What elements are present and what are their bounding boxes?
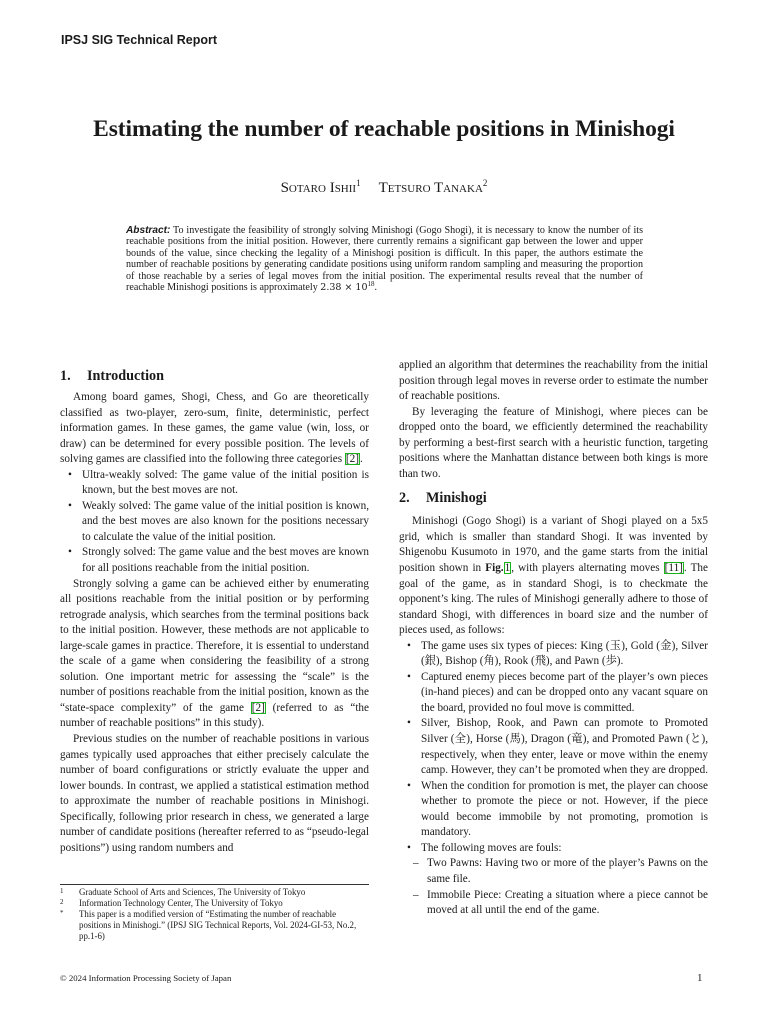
abstract-text: To investigate the feasibility of strongly solving Minishogi (Gogo Shogi), it is necessary to know the number of its reachable positions from the initial position. However, there currently remains a significant gap between the lower and upper bounds of the value, since checking the legality of a Minishogi position is difficult. In this paper, the authors estimate the number of reachable positions by generating candidate positions using uniform random sampling and measuring the proportion of those reachable by a series of legal moves from the initial position. The experimental results reveal that the number of reachable Minishogi positions is approximately: [126, 225, 643, 294]
footnote: 1 Graduate School of Arts and Sciences, The University of Tokyo: [60, 887, 306, 897]
section-heading-minishogi: 2. Minishogi: [399, 490, 487, 507]
solving-levels-list: [60, 468, 369, 577]
list-item: • The following moves are fouls:: [399, 841, 708, 857]
abstract: Abstract: To investigate the feasibility of strongly solving Minishogi (Gogo Shogi), it is necessary to know the number of its reachable positions from the initial position. However, there currently remains a significant gap between the lower and upper bounds of the value, since checking the legality of a Minishogi position is difficult. In this paper, the authors estimate the number of reachable positions by generating candidate positions using uniform random sampling and measuring the proportion of those reachable by a series of legal moves from the initial position. The experimental results reveal that the number of reachable Minishogi positions is approximately $2.38 \times 10^{18}$.: [126, 225, 643, 294]
list-item: – Immobile Piece: Creating a situation where a piece cannot be moved at all until the end of the game.: [413, 888, 708, 917]
bullet-icon: •: [407, 639, 411, 652]
author-name: Sotaro Ishii: [280, 180, 357, 196]
figure-link[interactable]: 1: [504, 562, 511, 575]
page-number: 1: [697, 972, 703, 984]
affiliation-mark: 1: [356, 178, 361, 188]
abstract-value: 2.38 × 10: [320, 282, 368, 294]
intro-paragraph: Previous studies on the number of reachable positions in various games typically used approaches that either precisely calculate the number of board configurations or strictly evaluate the upper and lower bounds. In contrast, we applied a statistical estimation method to approximate the number of reachable positions in Minishogi. Specifically, following prior research in chess, we generated a large number of candidate positions (hereafter referred to as “pseudo-legal positions”) using random numbers and: [60, 733, 369, 854]
author-list: [0, 178, 768, 197]
list-item: • Weakly solved: The game value of the initial position is known, and the best moves are also known for the positions necessary to calculate the value of the initial position.: [68, 499, 369, 543]
list-item: • The game uses six types of pieces: King (玉), Gold (金), Silver (銀), Bishop (角), Rook (飛), and Pawn (歩).: [407, 639, 708, 668]
affiliation-mark: 2: [482, 178, 488, 188]
list-item: • Strongly solved: The game value and the best moves are known for all positions reachable from the initial position.: [68, 546, 369, 575]
list-item: • Captured enemy pieces become part of the player’s own pieces (in-hand pieces) and can be dropped onto any vacant square on the board, provided no foul move is committed.: [407, 670, 708, 714]
citation-link[interactable]: [2]: [251, 701, 265, 714]
dash-icon: –: [413, 857, 419, 870]
bullet-icon: •: [407, 670, 411, 683]
footnotes: [60, 884, 369, 942]
citation-link[interactable]: [2]: [345, 453, 359, 466]
section-heading-introduction: 1. Introduction: [60, 368, 164, 384]
paper-title: Estimating the number of reachable positions in Minishogi: [93, 116, 675, 142]
list-item: • Silver, Bishop, Rook, and Pawn can promote to Promoted Silver (全), Horse (馬), Dragon (竜), and Promoted Pawn (と), respectively, when they enter, leave or move within the enemy camp. However, they can’t be promoted when they are dropped.: [407, 717, 709, 777]
report-header: IPSJ SIG Technical Report: [61, 33, 218, 47]
intro-paragraph: Strongly solving a game can be achieved either by enumerating all positions reachable from the initial position or by performing retrograde analysis, which searches from the terminal positions back to the initial position. However, these methods are not applicable to large-scale games in practice. Therefore, it is essential to understand the scale of a game when considering the feasibility of a strong solution. One important metric for assessing the “scale” is the number of positions reachable from the initial position, known as the “state-space complexity” of the game [2] (referred to as “the number of reachable positions” in this study).: [60, 577, 369, 730]
left-column: [60, 366, 369, 856]
bullet-icon: •: [68, 546, 72, 559]
dash-icon: –: [413, 888, 419, 901]
bullet-icon: •: [407, 779, 411, 792]
copyright-footer: © 2024 Information Processing Society of Japan: [60, 973, 232, 983]
citation-link[interactable]: [11]: [664, 562, 683, 575]
list-item: • When the condition for promotion is met, the player can choose whether to promote the piece or not. However, if the piece would become immobile by not promoting, promotion is mandatory.: [407, 779, 708, 839]
abstract-label: Abstract:: [126, 225, 171, 236]
bullet-icon: •: [407, 717, 411, 730]
footnote: * This paper is a modified version of “Estimating the number of reachable positions in Minishogi.” (IPSJ SIG Technical Reports, Vol. 2024-GI-53, No.2, pp.1-6): [60, 909, 357, 941]
bullet-icon: •: [68, 468, 72, 481]
fouls-list: [399, 856, 708, 918]
intro-paragraph-continued: applied an algorithm that determines the reachability from the initial position through legal moves in reverse order to estimate the number of reachable positions.: [399, 359, 708, 403]
footnote-rule: [60, 884, 369, 885]
minishogi-paragraph: Minishogi (Gogo Shogi) is a variant of Shogi played on a 5x5 grid, which is smaller than standard Shogi. It was invented by Shigenobu Kusumoto in 1970, and the game starts from the initial position shown in Fig.1, with players alternating moves [11]. The goal of the game, as in standard Shogi, is to checkmate the opponent’s king. The rules of Minishogi generally adhere to those of standard Shogi, with differences in board size and the number of pieces used, as follows:: [399, 515, 708, 637]
right-column: [399, 358, 708, 919]
author-name: Tetsuro Tanaka: [378, 180, 483, 196]
list-item: • Ultra-weakly solved: The game value of the initial position is known, but the best moves are not.: [68, 468, 369, 497]
list-item: – Two Pawns: Having two or more of the player’s Pawns on the same file.: [413, 857, 708, 885]
abstract-exponent: 18: [367, 280, 375, 289]
bullet-icon: •: [407, 841, 411, 854]
footnote: 2 Information Technology Center, The University of Tokyo: [60, 898, 283, 908]
rules-list: [399, 639, 708, 857]
intro-paragraph: Among board games, Shogi, Chess, and Go are theoretically classified as two-player, zero-sum, finite, deterministic, perfect information games. In these games, the game value (win, loss, or draw) can be determined for every possible position. The levels of solving games are classified into the following three categories [2].: [60, 391, 369, 466]
intro-paragraph: By leveraging the feature of Minishogi, where pieces can be dropped onto the board, we efficiently determined the reachability by performing a best-first search with a heuristic function, targeting positions where the Manhattan distance between both kings is more than two.: [399, 405, 708, 480]
bullet-icon: •: [68, 499, 72, 512]
